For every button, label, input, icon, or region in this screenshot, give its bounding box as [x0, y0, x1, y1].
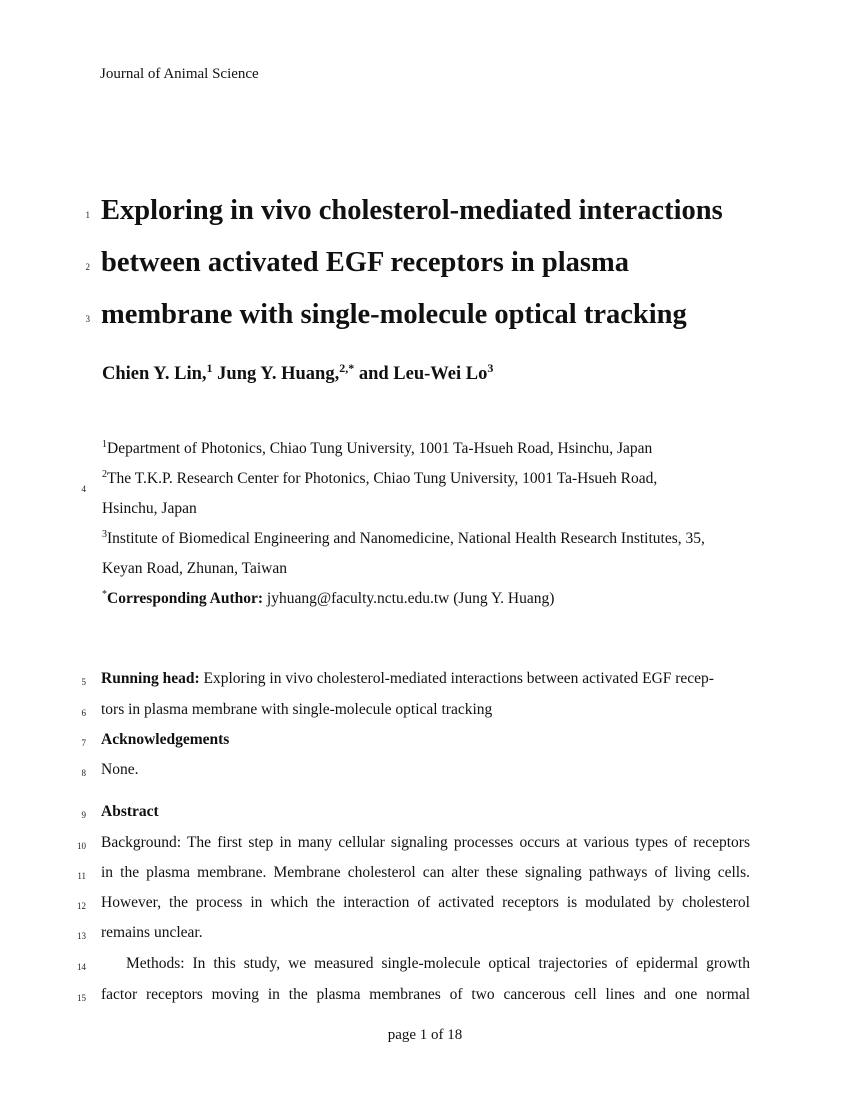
author-list [102, 361, 494, 385]
line-number: 12 [77, 901, 86, 911]
journal-name: Journal of Animal Science [100, 66, 259, 82]
abstract-line: However, the process in which the interaction of activated receptors is modulated by cholesterol [101, 894, 750, 911]
line-number: 11 [77, 871, 86, 881]
title-line-3: membrane with single-molecule optical tracking [101, 299, 687, 330]
line-number: 9 [81, 810, 86, 820]
abstract-line: Methods: In this study, we measured single-molecule optical trajectories of epidermal growth [126, 955, 750, 972]
line-number: 10 [77, 841, 86, 851]
line-number: 7 [81, 738, 86, 748]
abstract-line: factor receptors moving in the plasma membranes of two cancerous cell lines and one normal [101, 986, 750, 1003]
abstract-line: remains unclear. [101, 924, 203, 941]
line-number: 2 [85, 262, 90, 272]
affiliation-1: $^1$Department of Photonics, Chiao Tung University, 1001 Ta-Hsueh Road, Hsinchu, Japan [102, 439, 653, 457]
line-number: 13 [77, 931, 86, 941]
abstract-heading: Abstract [101, 803, 159, 820]
author-name: and Leu-Wei Lo [358, 364, 488, 384]
line-number: 14 [77, 962, 86, 972]
acknowledgements-heading: Acknowledgements [101, 731, 230, 748]
affiliation-3: $^3$Institute of Biomedical Engineering and Nanomedicine, National Health Research Institutes, 35, [102, 529, 705, 547]
title-line-2: between activated EGF receptors in plasma [101, 247, 629, 278]
abstract-line: in the plasma membrane. Membrane cholesterol can alter these signaling pathways of living cells. [101, 864, 750, 881]
running-head: Running head: Exploring in vivo cholesterol-mediated interactions between activated EGF recep- [101, 670, 714, 687]
author-name: Chien Y. Lin, [102, 364, 207, 384]
line-number: 6 [81, 708, 86, 718]
affiliation-3-cont: Keyan Road, Zhunan, Taiwan [102, 560, 288, 577]
corresponding-email[interactable]: jyhuang@faculty.nctu.edu.tw (Jung Y. Huang) [266, 590, 555, 607]
page-number: page 1 of 18 [387, 1027, 463, 1043]
line-number: 1 [85, 210, 90, 220]
line-number: 3 [85, 314, 90, 324]
author-affiliation-mark: 1 [206, 361, 213, 375]
acknowledgements-text: None. [101, 761, 139, 778]
author-affiliation-mark: 3 [487, 361, 494, 375]
line-number: 15 [77, 993, 86, 1003]
corresponding-author: *Corresponding Author: jyhuang@faculty.nctu.edu.tw (Jung Y. Huang) [102, 589, 555, 607]
running-head-cont: tors in plasma membrane with single-molecule optical tracking [101, 701, 493, 718]
line-number: 8 [81, 768, 86, 778]
line-number: 5 [81, 677, 86, 687]
affiliation-2: $^2$The T.K.P. Research Center for Photonics, Chiao Tung University, 1001 Ta-Hsueh Road, [102, 469, 658, 487]
abstract-line: Background: The first step in many cellular signaling processes occurs at various types of receptors [101, 834, 750, 851]
title-line-1: Exploring in vivo cholesterol-mediated interactions [101, 195, 723, 226]
affiliation-2-cont: Hsinchu, Japan [102, 500, 197, 517]
author-affiliation-mark: 2,* [339, 361, 355, 375]
line-number: 4 [81, 484, 86, 494]
author-name: Jung Y. Huang, [217, 364, 340, 384]
